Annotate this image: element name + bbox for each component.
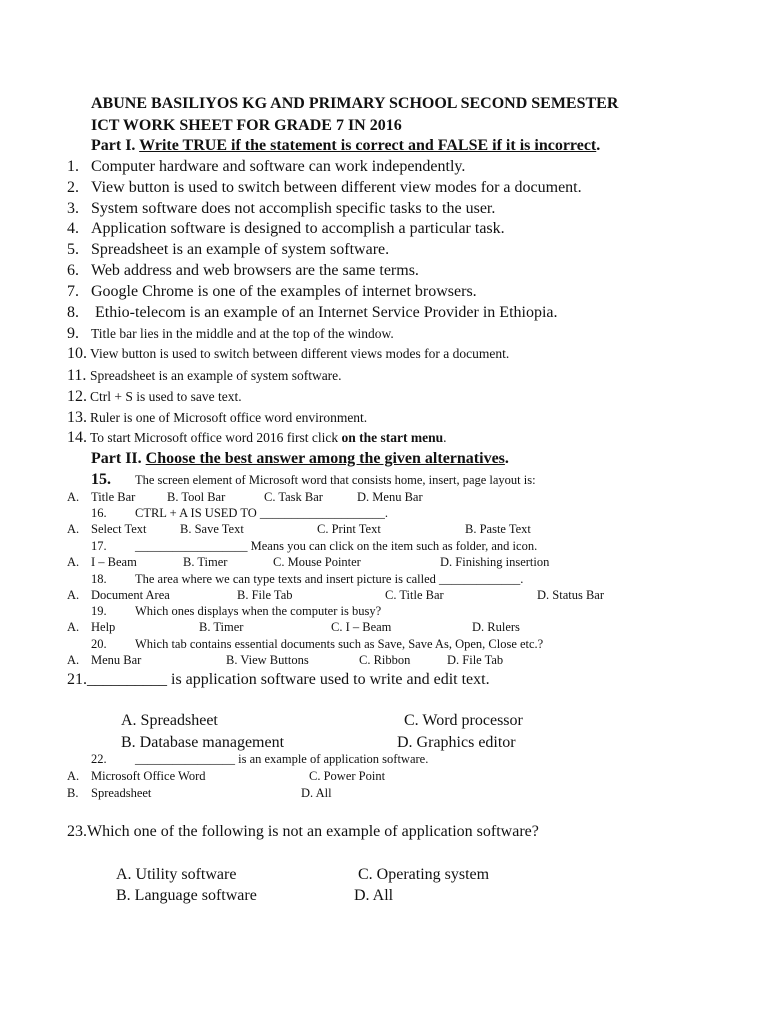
part1-instruction: Write TRUE if the statement is correct and FALSE if it is incorrect	[139, 137, 597, 154]
option-d: D. Status Bar	[537, 588, 605, 602]
option-d: D. Finishing insertion	[440, 555, 550, 569]
question-20: 20. Which tab contains essential documents such as Save, Save As, Open, Close etc.?	[91, 637, 544, 651]
option-b: B. File Tab	[237, 588, 293, 602]
question-18: 18. The area where we can type texts and insert picture is called _____________.	[91, 572, 524, 586]
list-item: 2. View button is used to switch between different view modes for a document.	[67, 179, 582, 196]
option-b: B. Timer	[183, 555, 228, 569]
question-15: 15. The screen element of Microsoft word that consists home, insert, page layout is:	[91, 471, 536, 488]
option-label: A.	[67, 620, 80, 634]
question-21: 21.__________ is application software used to write and edit text.	[67, 671, 490, 688]
list-item: 1. Computer hardware and software can work independently.	[67, 158, 466, 175]
option-a: I – Beam	[91, 555, 137, 569]
part2-label: Part II.	[91, 450, 142, 467]
option-c: C. Mouse Pointer	[273, 555, 361, 569]
option-a: Menu Bar	[91, 653, 142, 667]
option-d: B. Paste Text	[465, 522, 531, 536]
option-b: B. View Buttons	[226, 653, 309, 667]
list-item: 12. Ctrl + S is used to save text.	[67, 388, 242, 405]
option-d: D. Graphics editor	[397, 734, 516, 751]
option-a: A. Spreadsheet	[121, 712, 218, 729]
part2-period: .	[504, 450, 509, 467]
option-label: A.	[67, 490, 80, 504]
list-item: 3. System software does not accomplish specific tasks to the user.	[67, 200, 496, 217]
option-c: C. Title Bar	[385, 588, 444, 602]
option-d: D. All	[301, 786, 332, 800]
option-label: A.	[67, 522, 80, 536]
option-b: B. Tool Bar	[167, 490, 226, 504]
list-item: 10. View button is used to switch between different views modes for a document.	[67, 345, 510, 362]
school-title: ABUNE BASILIYOS KG AND PRIMARY SCHOOL SECOND SEMESTER	[91, 95, 619, 112]
list-item: 5. Spreadsheet is an example of system software.	[67, 241, 390, 258]
part2-instruction: Choose the best answer among the given alternatives	[145, 450, 505, 467]
option-label: A.	[67, 588, 80, 602]
part2-heading	[91, 451, 509, 467]
option-c: C. Operating system	[358, 866, 490, 883]
list-item: 13. Ruler is one of Microsoft office word environment.	[67, 409, 368, 426]
option-label: B.	[67, 786, 79, 800]
option-label: A.	[67, 769, 80, 783]
option-a: Microsoft Office Word	[91, 769, 206, 783]
list-item: 14. To start Microsoft office word 2016 first click on the start menu.	[67, 429, 447, 446]
option-label: A.	[67, 555, 80, 569]
option-c: C. Print Text	[317, 522, 381, 536]
option-b: Spreadsheet	[91, 786, 152, 800]
option-c: C. Word processor	[404, 712, 523, 729]
part1-heading	[91, 138, 600, 154]
option-a: Document Area	[91, 588, 170, 602]
list-item: 8. Ethio-telecom is an example of an Internet Service Provider in Ethiopia.	[67, 304, 558, 321]
option-d: D. All	[354, 887, 394, 904]
option-a: Title Bar	[91, 490, 136, 504]
question-23: 23.Which one of the following is not an example of application software?	[67, 823, 539, 840]
option-c: C. Power Point	[309, 769, 386, 783]
worksheet-title: ICT WORK SHEET FOR GRADE 7 IN 2016	[91, 117, 402, 134]
option-b: B. Timer	[199, 620, 244, 634]
part1-period: .	[596, 137, 601, 154]
option-label: A.	[67, 653, 80, 667]
option-c: C. I – Beam	[331, 620, 392, 634]
option-a: Select Text	[91, 522, 147, 536]
option-b: B. Save Text	[180, 522, 244, 536]
option-a: A. Utility software	[116, 866, 237, 883]
list-item: 7. Google Chrome is one of the examples of internet browsers.	[67, 283, 477, 300]
option-b: B. Language software	[116, 887, 257, 904]
option-c: C. Ribbon	[359, 653, 411, 667]
part1-label: Part I.	[91, 137, 136, 154]
option-d: D. File Tab	[447, 653, 504, 667]
option-d: D. Menu Bar	[357, 490, 423, 504]
question-19: 19. Which ones displays when the computer is busy?	[91, 604, 382, 618]
option-b: B. Database management	[121, 734, 285, 751]
option-a: Help	[91, 620, 116, 634]
question-17: 17. __________________ Means you can click on the item such as folder, and icon.	[91, 539, 538, 553]
list-item: 4. Application software is designed to accomplish a particular task.	[67, 220, 505, 237]
list-item: 6. Web address and web browsers are the same terms.	[67, 262, 419, 279]
question-22: 22. ________________ is an example of application software.	[91, 752, 429, 766]
list-item: 9. Title bar lies in the middle and at the top of the window.	[67, 325, 394, 342]
option-d: D. Rulers	[472, 620, 520, 634]
question-16: 16. CTRL + A IS USED TO ____________________.	[91, 506, 389, 520]
option-c: C. Task Bar	[264, 490, 323, 504]
list-item: 11. Spreadsheet is an example of system software.	[67, 367, 342, 384]
